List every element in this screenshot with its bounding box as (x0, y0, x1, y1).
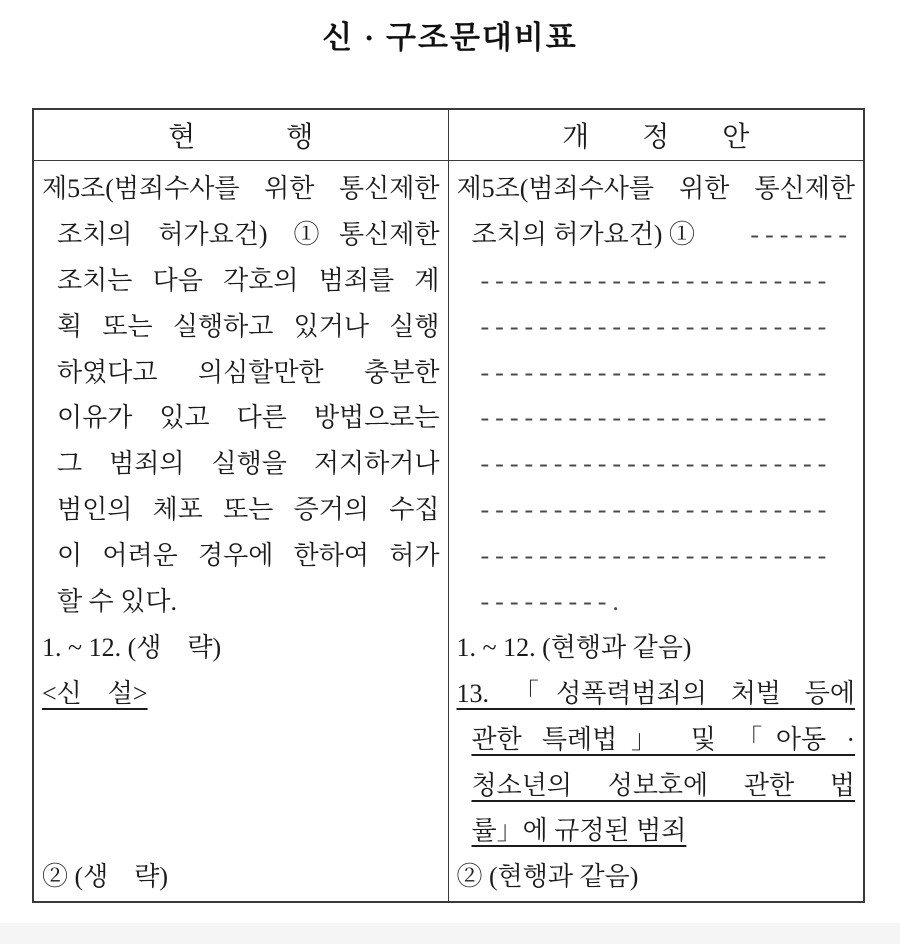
clause2-line: ② (생 략) (42, 862, 169, 892)
spacer-line (42, 763, 440, 809)
dash-line: ------------------------ (480, 449, 833, 479)
statute-line: 범인의 체포 또는 증거의 수집 (57, 495, 440, 525)
current-column-header-label: 현 행 (168, 122, 314, 153)
new-item-line: 률」에 규정된 범죄 (471, 816, 687, 846)
amendment-column-header-label: 개 정 안 (562, 122, 750, 153)
clause-prefix: 조치의 허가요건) ① (471, 219, 695, 249)
item-range-line: 1. ~ 12. (생 략) (42, 632, 222, 662)
statute-line: 그 범죄의 실행을 저지하거나 (57, 449, 440, 479)
new-item-line: 청소년의 성보호에 관한 법 (471, 770, 855, 800)
statute-line (457, 212, 856, 258)
spacer-line (42, 717, 440, 763)
dash-line: ------------------------ (480, 541, 833, 571)
document-title: 신 · 구조문대비표 (322, 20, 578, 55)
new-clause-marker: <신 설> (42, 678, 148, 708)
statute-line: 할 수 있다. (57, 587, 177, 617)
amendment-column-header (449, 110, 864, 161)
new-item-line: 13. 「성폭력범죄의 처벌 등에 (456, 678, 855, 708)
statute-line: 조치는 다음 각호의 범죄를 계 (57, 265, 440, 295)
item-range-line: 1. ~ 12. (현행과 같음) (456, 632, 692, 662)
dash-line-end: ---------. (480, 587, 625, 617)
current-column-header (34, 110, 449, 161)
clause2-line: ② (현행과 같음) (456, 862, 639, 892)
dash-line: ------------------------ (480, 403, 833, 433)
current-column-cell (34, 161, 449, 901)
omission-dashes: ------- (750, 219, 853, 249)
dash-line: ------------------------ (480, 265, 833, 295)
statute-line: 이유가 있고 다른 방법으로는 (57, 403, 440, 433)
statute-line: 조치의 허가요건) ①통신제한 (57, 219, 440, 249)
dash-line: ------------------------ (480, 311, 833, 341)
page-bottom-band (0, 923, 900, 944)
statute-line: 하였다고 의심할만한 충분한 (57, 357, 440, 387)
dash-line: ------------------------ (480, 495, 833, 525)
dash-line: ------------------------ (480, 357, 833, 387)
statute-line: 이 어려운 경우에 한하여 허가 (57, 541, 440, 571)
comparison-table (32, 108, 865, 903)
amendment-column-cell (449, 161, 864, 901)
spacer-line (42, 808, 440, 854)
new-item-line: 관한 특례법」 및 「아동 · (471, 724, 855, 754)
statute-line: 제5조(범죄수사를 위한 통신제한 (42, 174, 440, 203)
statute-line: 제5조(범죄수사를 위한 통신제한 (456, 174, 855, 203)
statute-line: 획 또는 실행하고 있거나 실행 (57, 311, 440, 341)
